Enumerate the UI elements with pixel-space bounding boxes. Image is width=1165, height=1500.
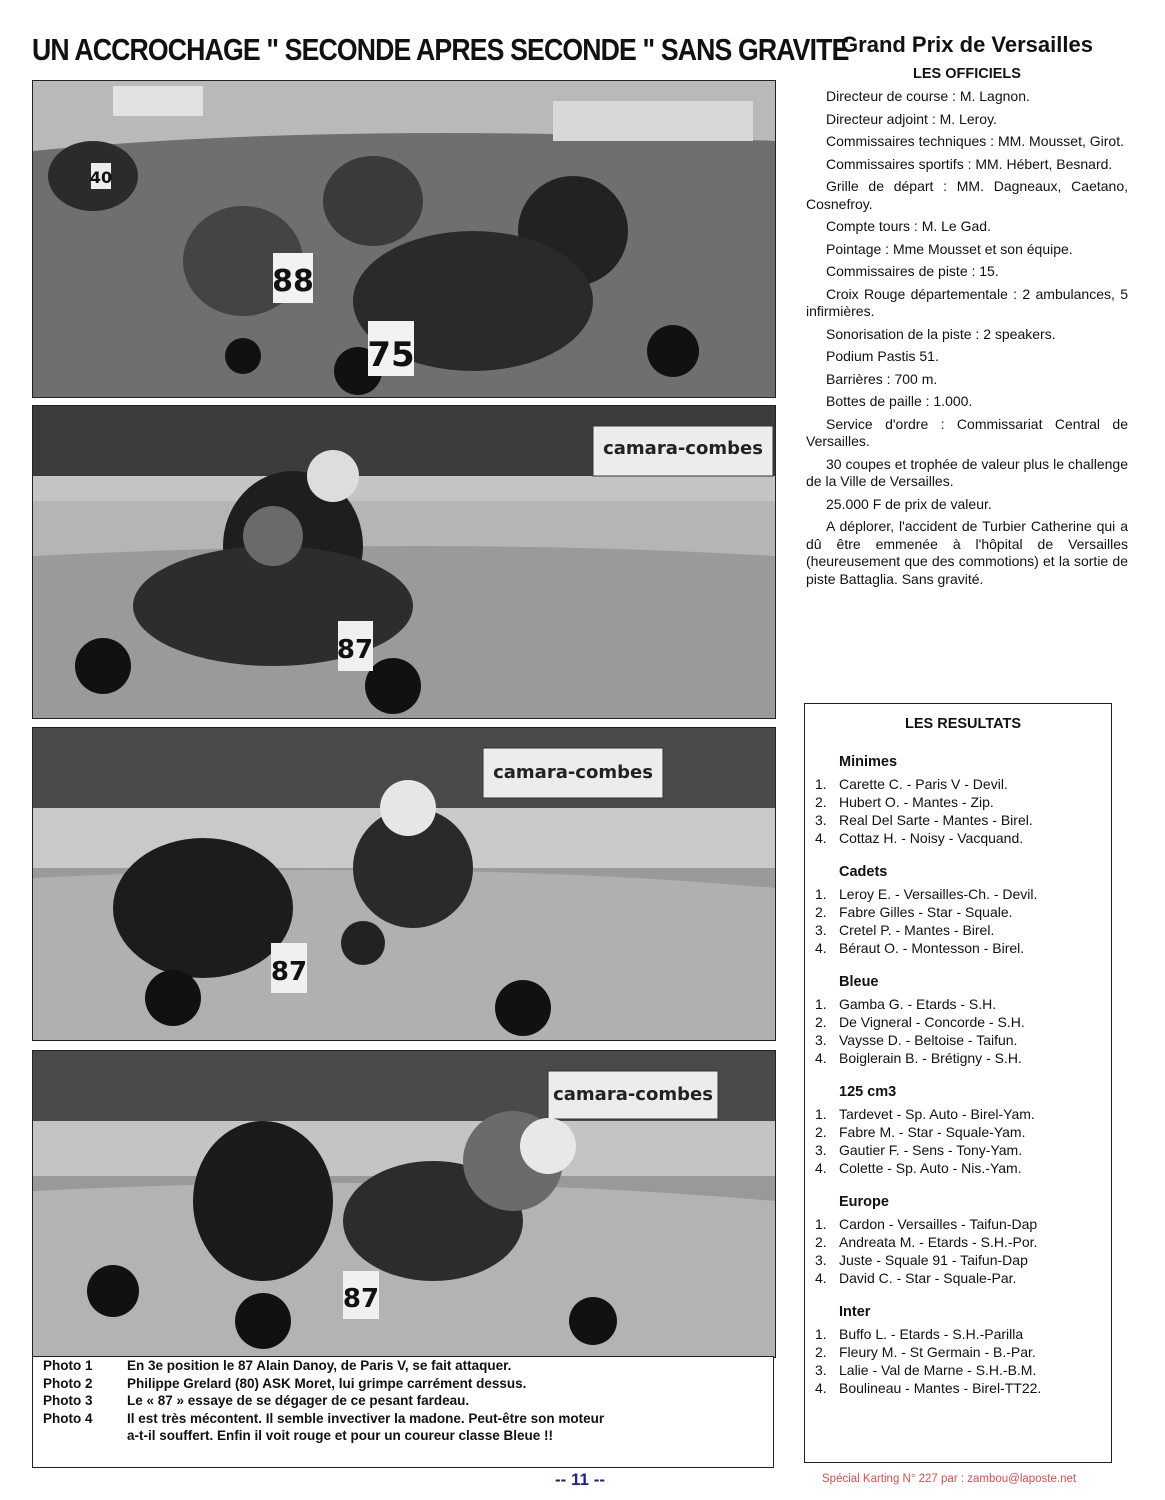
result-rank: 1. bbox=[815, 1326, 827, 1342]
result-text: Colette - Sp. Auto - Nis.-Yam. bbox=[839, 1160, 1022, 1176]
result-entry bbox=[815, 885, 1111, 903]
result-entry bbox=[815, 1343, 1111, 1361]
kart-number-87-photo2: 87 bbox=[336, 635, 374, 665]
official-entry: Sonorisation de la piste : 2 speakers. bbox=[826, 325, 1056, 342]
caption-row bbox=[33, 1410, 773, 1428]
official-entry: Croix Rouge départementale : 2 ambulances, 5 infirmières. bbox=[806, 285, 1128, 319]
result-rank: 3. bbox=[815, 922, 827, 938]
result-text: Gautier F. - Sens - Tony-Yam. bbox=[839, 1142, 1023, 1158]
result-text: Gamba G. - Etards - S.H. bbox=[839, 996, 997, 1012]
result-entry bbox=[815, 1031, 1111, 1049]
result-entry bbox=[815, 775, 1111, 793]
result-category bbox=[815, 754, 1111, 847]
official-entry: A déplorer, l'accident de Turbier Catherine qui a dû être emmenée à l'hôpital de Versailles (heureusement que des commotions) et la sortie de piste Battaglia. Sans gravité. bbox=[806, 518, 1128, 587]
photo-captions bbox=[32, 1356, 774, 1468]
result-text: Tardevet - Sp. Auto - Birel-Yam. bbox=[839, 1106, 1035, 1122]
result-entry bbox=[815, 1361, 1111, 1379]
officials-list bbox=[806, 88, 1128, 588]
result-text: David C. - Star - Squale-Par. bbox=[839, 1270, 1017, 1286]
result-rank: 4. bbox=[815, 830, 827, 846]
result-text: Andreata M. - Etards - S.H.-Por. bbox=[839, 1234, 1038, 1250]
result-entry bbox=[815, 1105, 1111, 1123]
results-heading: LES RESULTATS bbox=[905, 716, 1021, 732]
sponsor-banner-3: camara-combes bbox=[493, 762, 653, 783]
caption-label: Photo 3 bbox=[43, 1393, 93, 1408]
sponsor-banner-2: camara-combes bbox=[603, 438, 763, 459]
category-name: 125 cm3 bbox=[839, 1084, 897, 1100]
result-text: Fleury M. - St Germain - B.-Par. bbox=[839, 1344, 1036, 1360]
caption-label: Photo 4 bbox=[43, 1410, 93, 1426]
result-rank: 4. bbox=[815, 1160, 827, 1176]
result-rank: 3. bbox=[815, 1362, 827, 1378]
result-rank: 1. bbox=[815, 1216, 827, 1232]
category-name: Cadets bbox=[839, 864, 888, 880]
official-entry: Barrières : 700 m. bbox=[826, 370, 938, 387]
result-entry bbox=[815, 1233, 1111, 1251]
photo-3-image bbox=[33, 728, 775, 1040]
result-rank: 2. bbox=[815, 904, 827, 920]
official-entry: Commissaires techniques : MM. Mousset, Girot. bbox=[826, 133, 1124, 149]
result-rank: 2. bbox=[815, 1344, 827, 1360]
photo-1-image bbox=[33, 81, 775, 397]
result-category bbox=[815, 974, 1111, 1067]
result-rank: 4. bbox=[815, 1380, 827, 1396]
result-text: Boulineau - Mantes - Birel-TT22. bbox=[839, 1380, 1042, 1396]
kart-number-87-photo4: 87 bbox=[342, 1284, 380, 1314]
result-category bbox=[815, 1084, 1111, 1177]
result-category bbox=[815, 1304, 1111, 1397]
photo-4 bbox=[32, 1050, 776, 1358]
result-text: Fabre Gilles - Star - Squale. bbox=[839, 904, 1013, 920]
result-text: Carette C. - Paris V - Devil. bbox=[839, 776, 1008, 792]
result-rank: 2. bbox=[815, 1234, 827, 1250]
result-rank: 1. bbox=[815, 996, 827, 1012]
category-name: Inter bbox=[839, 1304, 871, 1320]
result-rank: 2. bbox=[815, 794, 827, 810]
result-entry bbox=[815, 939, 1111, 957]
result-text: Leroy E. - Versailles-Ch. - Devil. bbox=[839, 886, 1038, 902]
result-entry bbox=[815, 1379, 1111, 1397]
result-text: Fabre M. - Star - Squale-Yam. bbox=[839, 1124, 1026, 1140]
official-entry: Commissaires sportifs : MM. Hébert, Besnard. bbox=[826, 155, 1113, 172]
official-entry: Grille de départ : MM. Dagneaux, Caetano, Cosnefroy. bbox=[806, 178, 1128, 212]
result-entry bbox=[815, 1123, 1111, 1141]
category-name: Minimes bbox=[839, 754, 898, 770]
result-text: Cretel P. - Mantes - Birel. bbox=[839, 922, 995, 938]
official-entry: Podium Pastis 51. bbox=[826, 348, 939, 364]
result-category bbox=[815, 1194, 1111, 1287]
official-entry: 30 coupes et trophée de valeur plus le challenge de la Ville de Versailles. bbox=[806, 455, 1128, 489]
caption-row bbox=[33, 1357, 773, 1375]
photo-2-image bbox=[33, 406, 775, 718]
kart-number-87-photo3: 87 bbox=[270, 957, 308, 987]
result-rank: 4. bbox=[815, 940, 827, 956]
caption-row bbox=[33, 1375, 773, 1393]
result-rank: 2. bbox=[815, 1124, 827, 1140]
officials-column bbox=[806, 32, 1128, 593]
result-text: Cottaz H. - Noisy - Vacquand. bbox=[839, 830, 1024, 846]
result-entry bbox=[815, 1269, 1111, 1287]
results-list bbox=[815, 754, 1111, 1397]
result-entry bbox=[815, 1013, 1111, 1031]
result-rank: 3. bbox=[815, 1252, 827, 1268]
sponsor-banner-4: camara-combes bbox=[553, 1084, 713, 1105]
kart-number-75: 75 bbox=[367, 335, 415, 375]
headline: UN ACCROCHAGE " SECONDE APRES SECONDE " SANS GRAVITE bbox=[32, 32, 849, 67]
photo-2 bbox=[32, 405, 776, 719]
category-name: Bleue bbox=[839, 974, 879, 990]
official-entry: Commissaires de piste : 15. bbox=[826, 263, 999, 279]
result-entry bbox=[815, 1141, 1111, 1159]
event-title: Grand Prix de Versailles bbox=[841, 32, 1093, 57]
caption-text: Le « 87 » essaye de se dégager de ce pesant fardeau. bbox=[127, 1393, 470, 1408]
result-entry bbox=[815, 1325, 1111, 1343]
official-entry: Service d'ordre : Commissariat Central de Versailles. bbox=[806, 415, 1128, 449]
result-rank: 3. bbox=[815, 1142, 827, 1158]
result-entry bbox=[815, 1215, 1111, 1233]
result-rank: 2. bbox=[815, 1014, 827, 1030]
caption-text: Philippe Grelard (80) ASK Moret, lui grimpe carrément dessus. bbox=[127, 1375, 527, 1391]
photo-1 bbox=[32, 80, 776, 398]
result-entry bbox=[815, 811, 1111, 829]
caption-text: En 3e position le 87 Alain Danoy, de Paris V, se fait attaquer. bbox=[127, 1358, 512, 1373]
official-entry: Directeur adjoint : M. Leroy. bbox=[826, 110, 997, 127]
result-text: Cardon - Versailles - Taifun-Dap bbox=[839, 1216, 1038, 1232]
officials-heading: LES OFFICIELS bbox=[913, 66, 1021, 82]
official-entry: Pointage : Mme Mousset et son équipe. bbox=[826, 240, 1073, 257]
category-name: Europe bbox=[839, 1194, 889, 1210]
result-rank: 3. bbox=[815, 812, 827, 828]
result-text: Real Del Sarte - Mantes - Birel. bbox=[839, 812, 1033, 828]
result-text: Vaysse D. - Beltoise - Taifun. bbox=[839, 1032, 1018, 1048]
result-text: Béraut O. - Montesson - Birel. bbox=[839, 940, 1025, 956]
result-entry bbox=[815, 995, 1111, 1013]
official-entry: Bottes de paille : 1.000. bbox=[826, 393, 973, 409]
kart-number-88: 88 bbox=[272, 264, 314, 299]
official-entry: 25.000 F de prix de valeur. bbox=[826, 495, 992, 512]
official-entry: Directeur de course : M. Lagnon. bbox=[826, 88, 1030, 104]
caption-text: Il est très mécontent. Il semble invectiver la madone. Peut-être son moteur bbox=[127, 1410, 605, 1426]
result-text: Hubert O. - Mantes - Zip. bbox=[839, 794, 994, 810]
caption-row bbox=[33, 1392, 773, 1410]
result-entry bbox=[815, 903, 1111, 921]
page-number: -- 11 -- bbox=[554, 1470, 606, 1489]
result-entry bbox=[815, 793, 1111, 811]
result-rank: 1. bbox=[815, 776, 827, 792]
result-category bbox=[815, 864, 1111, 957]
result-entry bbox=[815, 1049, 1111, 1067]
result-text: Juste - Squale 91 - Taifun-Dap bbox=[839, 1252, 1028, 1268]
result-rank: 4. bbox=[815, 1270, 827, 1286]
kart-number-40: 40 bbox=[89, 168, 113, 187]
result-rank: 4. bbox=[815, 1050, 827, 1066]
result-entry bbox=[815, 921, 1111, 939]
result-entry bbox=[815, 1159, 1111, 1177]
result-text: Lalie - Val de Marne - S.H.-B.M. bbox=[839, 1362, 1037, 1378]
footer-credit: Spécial Karting N° 227 par : zambou@laposte.net bbox=[822, 1473, 1077, 1485]
caption-label: Photo 2 bbox=[43, 1375, 93, 1391]
caption-continuation: a-t-il souffert. Enfin il voit rouge et pour un coureur classe Bleue !! bbox=[127, 1428, 554, 1443]
official-entry: Compte tours : M. Le Gad. bbox=[826, 218, 991, 234]
result-entry bbox=[815, 1251, 1111, 1269]
caption-label: Photo 1 bbox=[43, 1358, 93, 1373]
result-entry bbox=[815, 829, 1111, 847]
photo-3 bbox=[32, 727, 776, 1041]
result-rank: 1. bbox=[815, 1106, 827, 1122]
photo-4-image bbox=[33, 1051, 775, 1357]
results-box bbox=[804, 703, 1112, 1463]
result-rank: 3. bbox=[815, 1032, 827, 1048]
result-text: De Vigneral - Concorde - S.H. bbox=[839, 1014, 1025, 1030]
result-text: Buffo L. - Etards - S.H.-Parilla bbox=[839, 1326, 1024, 1342]
result-text: Boiglerain B. - Brétigny - S.H. bbox=[839, 1050, 1022, 1066]
result-rank: 1. bbox=[815, 886, 827, 902]
